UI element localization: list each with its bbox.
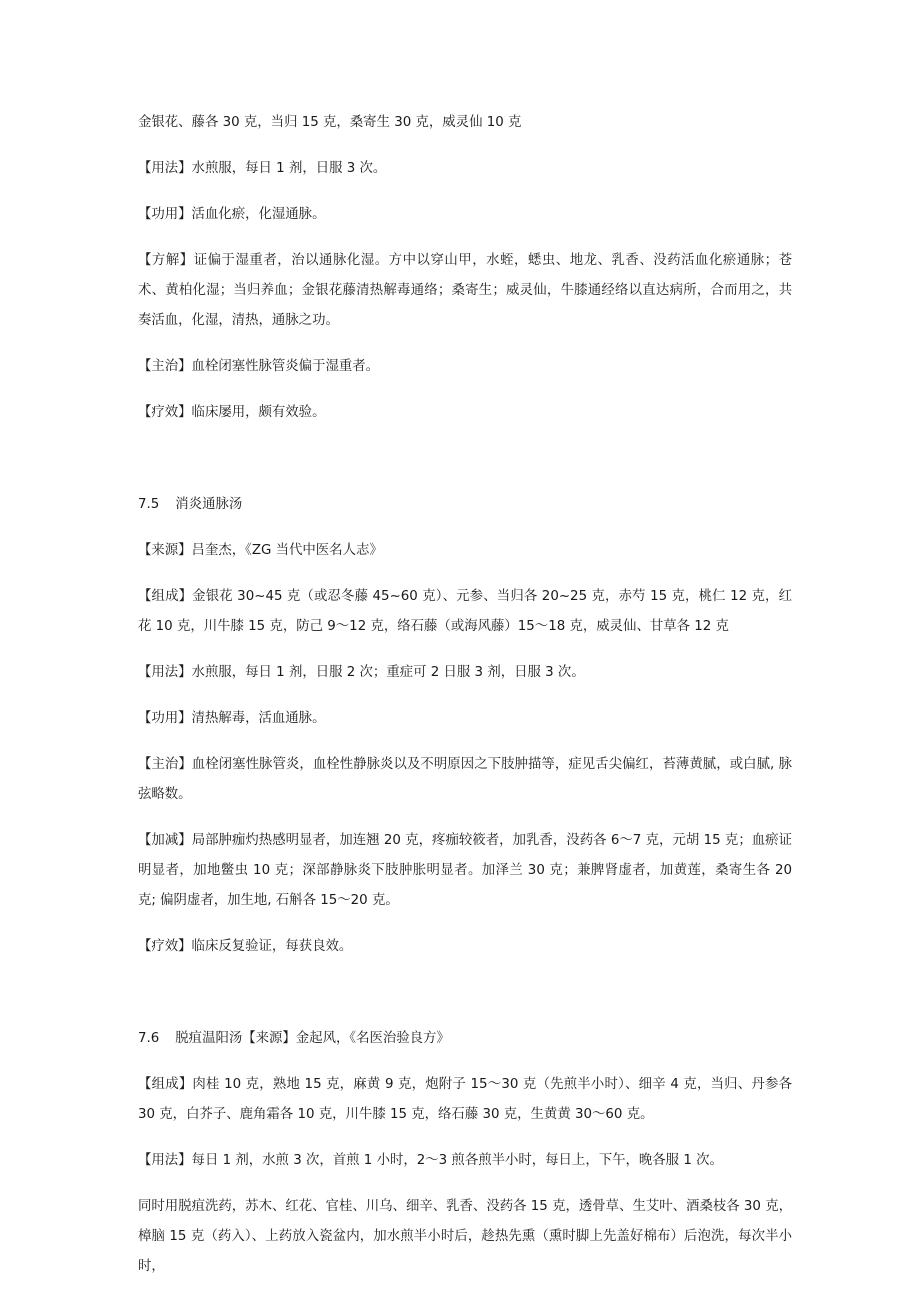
paragraph: 【主治】血栓闭塞性脉管炎，血栓性静脉炎以及不明原因之下肢肿描等，症见舌尖偏红，苔薄黄腻，或白腻, 脉弦略数。 <box>138 757 792 802</box>
section-gap <box>138 978 792 1024</box>
paragraph: 同时用脱疽洗药，苏木、红花、官桂、川乌、细辛、乳香、没药各 15 克，透骨草、生艾叶、酒桑枝各 30 克，樟脑 15 克（药入）、上药放入瓷盆内，加水煎半小时后，趁热先熏（熏时脚上先盖好棉布）后泡洗，每次半小时， <box>138 1199 792 1274</box>
section-heading <box>138 1024 792 1054</box>
paragraph: 【用法】每日 1 剂，水煎 3 次，首煎 1 小时，2～3 煎各煎半小时，每日上，下午，晚各服 1 次。 <box>138 1153 723 1168</box>
section-number: 7.5 <box>138 497 160 512</box>
paragraph: 【来源】吕奎杰，《ZG 当代中医名人志》 <box>138 543 383 558</box>
paragraph: 【组成】金银花 30~45 克（或忍冬藤 45~60 克）、元参、当归各 20~25 克，赤芍 15 克，桃仁 12 克，红花 10 克，川牛膝 15 克，防己 9～12 克，络石藤（或海风藤）15～18 克，威灵仙、甘草各 12 克 <box>138 589 792 634</box>
paragraph: 【主治】血栓闭塞性脉管炎偏于湿重者。 <box>138 359 380 374</box>
paragraph: 【用法】水煎服，每日 1 剂，日服 3 次。 <box>138 161 387 176</box>
paragraph: 【方解】证偏于湿重者，治以通脉化湿。方中以穿山甲，水蛭，蟋虫、地龙、乳香、没药活血化瘀通脉；苍术、黄柏化湿；当归养血；金银花藤清热解毒通络；桑寄生；威灵仙，牛膝通经络以直达病所，合而用之，共奏活血，化湿，清热，通脉之功。 <box>138 253 792 328</box>
paragraph: 金银花、藤各 30 克，当归 15 克，桑寄生 30 克，威灵仙 10 克 <box>138 115 522 130</box>
paragraph: 【疗效】临床屡用，颇有效验。 <box>138 405 326 420</box>
section-title: 消炎通脉汤 <box>175 497 243 512</box>
section-heading <box>138 490 792 520</box>
section-title: 脱疽温阳汤【来源】金起风，《名医治验良方》 <box>175 1031 450 1046</box>
paragraph: 【用法】水煎服，每日 1 剂，日服 2 次；重症可 2 日服 3 剂，日服 3 次。 <box>138 665 585 680</box>
document-body <box>138 108 792 1298</box>
paragraph: 【功用】清热解毒，活血通脉。 <box>138 711 326 726</box>
section-number: 7.6 <box>138 1031 160 1046</box>
paragraph: 【组成】肉桂 10 克，熟地 15 克，麻黄 9 克，炮附子 15～30 克（先煎半小时）、细辛 4 克，当归、丹参各 30 克，白芥子、鹿角霜各 10 克，川牛膝 15 克，络石藤 30 克，生黄黄 30～60 克。 <box>138 1077 792 1122</box>
section-gap <box>138 444 792 490</box>
paragraph: 【加减】局部肿痂灼热感明显者，加连翘 20 克，疼痂较筱者，加乳香，没药各 6～7 克，元胡 15 克；血瘀证明显者，加地鳖虫 10 克；深部静脉炎下肢肿胀明显者。加泽兰 30 克；兼脾肾虚者，加黄莲，桑寄生各 20 克; 偏阴虚者，加生地, 石斛各 15～20 克。 <box>138 833 792 908</box>
paragraph: 【功用】活血化瘀，化湿通脉。 <box>138 207 326 222</box>
paragraph: 【疗效】临床反复验证，每获良效。 <box>138 939 353 954</box>
